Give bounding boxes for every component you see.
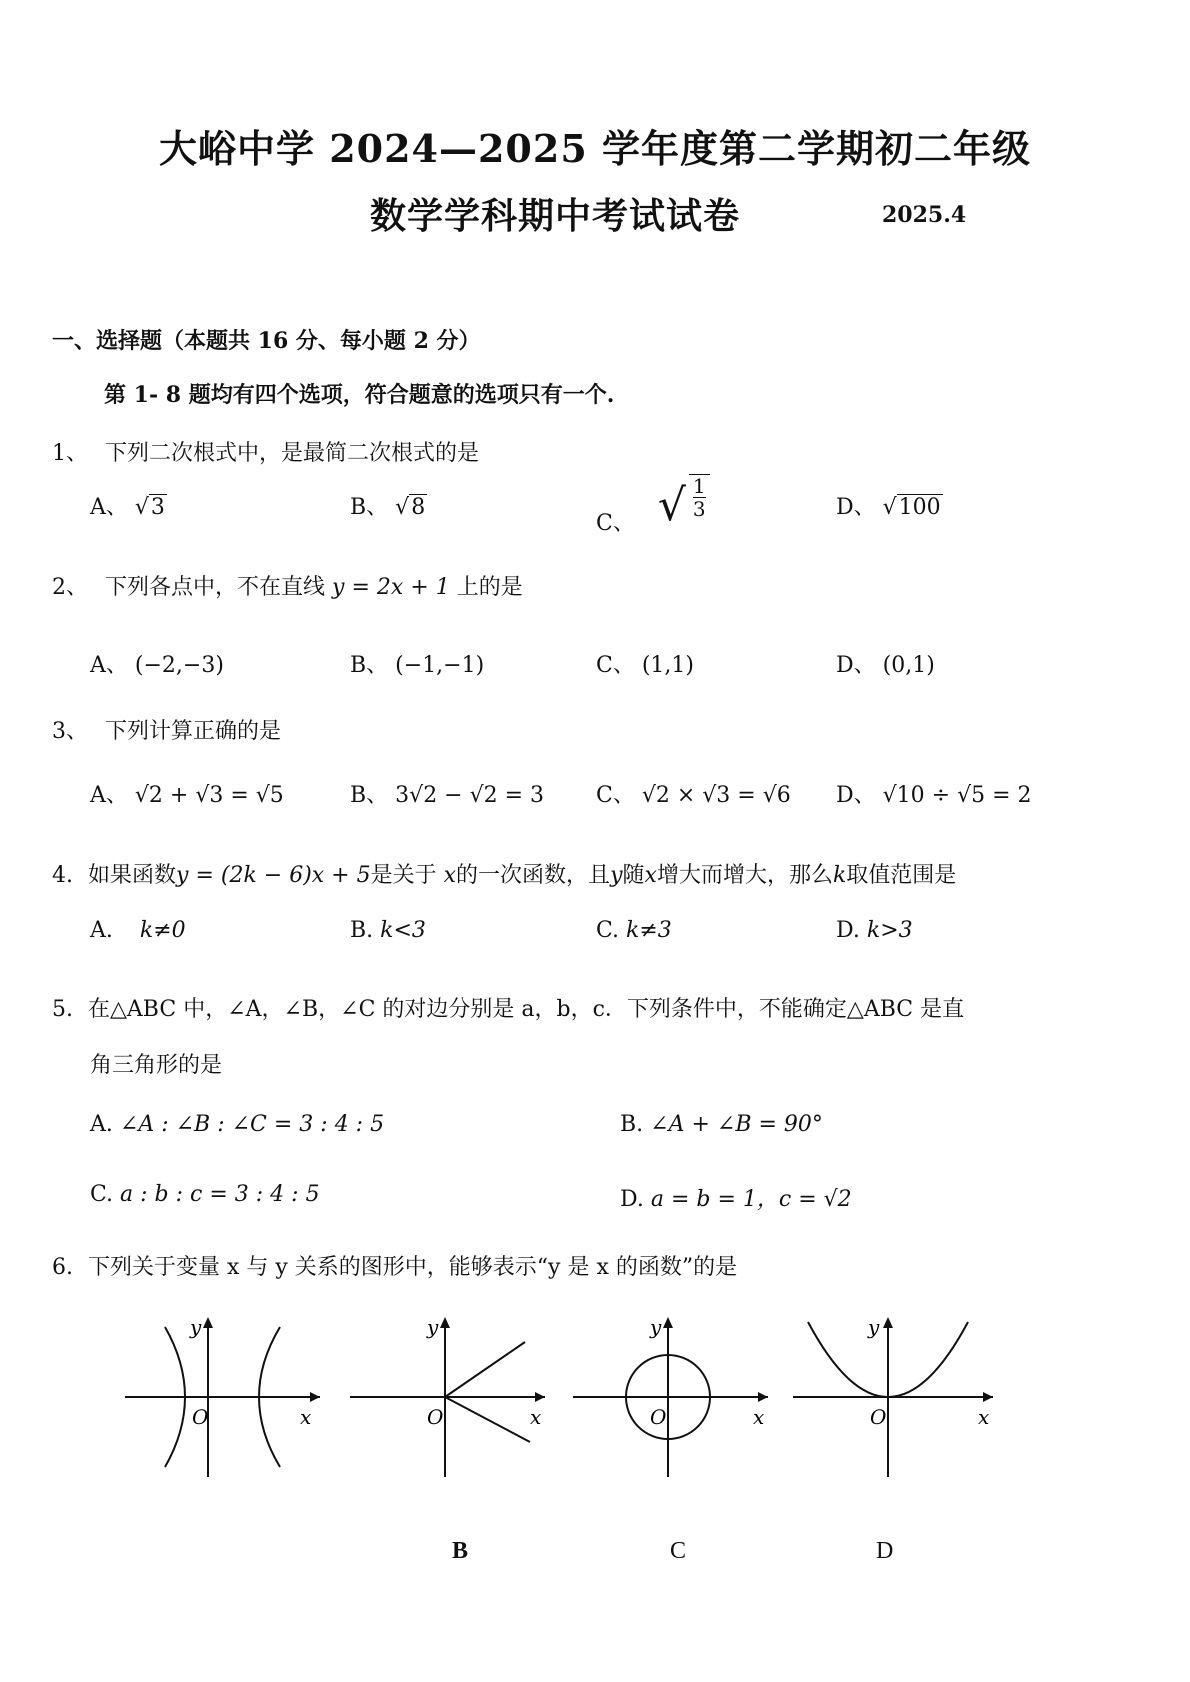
option-label: C、	[596, 783, 635, 808]
math-expression: y = (2k − 6)x + 5	[176, 863, 371, 888]
radical-fraction: √ $\frac{1}{3}$	[658, 474, 710, 525]
origin-label: O	[650, 1405, 667, 1429]
option-value: a : b : c = 3 : 4 : 5	[120, 1182, 320, 1207]
option-value: k>3	[866, 918, 913, 943]
q3-option-a	[90, 778, 284, 809]
question-stem: 下列二次根式中，是最简二次根式的是	[105, 441, 480, 466]
radicand: 100	[898, 495, 941, 520]
option-label: A、	[90, 783, 128, 808]
question-2	[52, 570, 523, 601]
option-value: (1,1)	[641, 653, 694, 678]
q3-option-d	[836, 778, 1032, 809]
section-note: 第 1- 8 题均有四个选项，符合题意的选项只有一个.	[104, 382, 615, 408]
q4-option-d	[836, 918, 913, 943]
option-value: ∠A : ∠B : ∠C = 3 : 4 : 5	[119, 1112, 385, 1137]
graph-label-c: C	[670, 1538, 687, 1564]
variable-x: x	[443, 863, 457, 888]
radical: √8	[395, 495, 426, 520]
radical: √3	[134, 495, 165, 520]
option-value: k<3	[380, 918, 426, 943]
option-label: C.	[596, 918, 620, 943]
q3-option-c	[596, 778, 791, 809]
q2-option-d	[836, 648, 935, 679]
option-label: C、	[596, 511, 635, 536]
option-label: B、	[350, 653, 389, 678]
option-label: A.	[90, 1112, 113, 1137]
variable-y: y	[610, 863, 623, 888]
axis-x-label: x	[978, 1405, 990, 1429]
option-value: (0,1)	[882, 653, 935, 678]
option-label: D、	[836, 495, 876, 520]
graph-label-d: D	[876, 1538, 894, 1564]
radicand: 3	[150, 495, 165, 520]
question-number: 1、	[52, 441, 88, 466]
page-subtitle: 数学学科期中考试试卷	[370, 195, 741, 237]
q1-option-d	[836, 490, 943, 521]
question-number: 3、	[52, 719, 88, 744]
q4-option-a	[90, 918, 186, 943]
radical: √100	[882, 495, 941, 520]
option-label: B、	[350, 783, 389, 808]
option-label: B、	[350, 495, 389, 520]
fraction-numerator: 1	[692, 474, 706, 498]
q5-option-c	[90, 1182, 320, 1207]
q5-option-b	[620, 1112, 823, 1137]
fraction-denominator: 3	[692, 497, 706, 521]
q4-option-b	[350, 918, 426, 943]
question-stem-part: 是关于	[370, 863, 437, 888]
option-label: A、	[90, 653, 128, 678]
q1-option-b	[350, 490, 427, 521]
option-label: C.	[90, 1182, 114, 1207]
option-label: D、	[836, 783, 876, 808]
q5-option-a	[90, 1112, 384, 1137]
q5-option-d	[620, 1182, 852, 1213]
variable-k: k	[832, 863, 847, 888]
option-value: √2 × √3 = √6	[641, 783, 791, 808]
question-stem-part: 的一次函数，且	[456, 863, 611, 888]
question-number: 5.	[52, 997, 73, 1022]
question-stem: 下列计算正确的是	[105, 719, 282, 744]
axis-y-label: y	[650, 1315, 662, 1339]
q2-option-b	[350, 648, 484, 679]
page-title: 大峪中学 2024—2025 学年度第二学期初二年级	[159, 126, 1031, 171]
math-expression: y = 2x + 1	[332, 575, 450, 600]
exam-date: 2025.4	[882, 202, 967, 228]
graph-b	[345, 1312, 555, 1482]
section-heading: 一、选择题（本题共 16 分、每小题 2 分）	[52, 328, 481, 354]
graph-c	[568, 1312, 778, 1482]
question-1	[52, 436, 479, 467]
origin-label: O	[427, 1405, 444, 1429]
q4-option-c	[596, 918, 672, 943]
q3-option-b	[350, 778, 544, 809]
axis-y-label: y	[427, 1315, 439, 1339]
option-value: ∠A + ∠B = 90°	[650, 1112, 823, 1137]
option-label: C、	[596, 653, 635, 678]
q2-option-c	[596, 648, 694, 679]
graph-a	[120, 1312, 330, 1482]
option-value: k≠3	[626, 918, 672, 943]
question-5-line2: 角三角形的是	[90, 1053, 223, 1078]
option-value: √2 + √3 = √5	[134, 783, 284, 808]
question-stem: 下列关于变量 x 与 y 关系的图形中，能够表示“y 是 x 的函数”的是	[88, 1255, 738, 1280]
graph-d	[788, 1312, 1003, 1482]
question-number: 6.	[52, 1255, 73, 1280]
origin-label: O	[870, 1405, 887, 1429]
variable-x: x	[644, 863, 657, 888]
question-number: 4.	[52, 863, 73, 888]
axis-x-label: x	[530, 1405, 542, 1429]
question-stem: 如果函数	[88, 863, 177, 888]
axis-x-label: x	[753, 1405, 765, 1429]
q2-option-a	[90, 648, 224, 679]
question-stem-part: 增大而增大，那么	[656, 863, 833, 888]
axis-x-label: x	[300, 1405, 312, 1429]
graph-label-b: B	[452, 1538, 469, 1564]
question-stem: 下列各点中，不在直线	[105, 575, 326, 600]
question-number: 2、	[52, 575, 88, 600]
option-label: D、	[836, 653, 876, 678]
q1-option-c	[596, 474, 710, 536]
question-4	[52, 858, 956, 889]
question-stem-end: 上的是	[456, 575, 523, 600]
option-value: (−2,−3)	[134, 653, 224, 678]
option-value: 3√2 − √2 = 3	[395, 783, 545, 808]
question-3	[52, 714, 281, 745]
question-stem: 在△ABC 中，∠A，∠B，∠C 的对边分别是 a，b，c．下列条件中，不能确定△ABC 是直	[88, 997, 965, 1022]
option-value: (−1,−1)	[395, 653, 485, 678]
question-5	[52, 992, 964, 1023]
option-value: √10 ÷ √5 = 2	[882, 783, 1032, 808]
option-label: A、	[90, 495, 128, 520]
option-label: B.	[350, 918, 374, 943]
origin-label: O	[192, 1405, 209, 1429]
option-label: A.	[90, 918, 113, 943]
question-stem-part: 随	[622, 863, 645, 888]
option-value: k≠0	[139, 918, 186, 943]
axis-y-label: y	[190, 1315, 202, 1339]
option-value: a = b = 1，c = √2	[650, 1187, 852, 1212]
question-stem-part: 取值范围是	[846, 863, 957, 888]
axis-y-label: y	[868, 1315, 880, 1339]
option-label: D.	[620, 1187, 644, 1212]
option-label: D.	[836, 918, 860, 943]
option-label: B.	[620, 1112, 644, 1137]
question-6	[52, 1250, 737, 1281]
q1-option-a	[90, 490, 167, 521]
radicand: 8	[411, 495, 426, 520]
